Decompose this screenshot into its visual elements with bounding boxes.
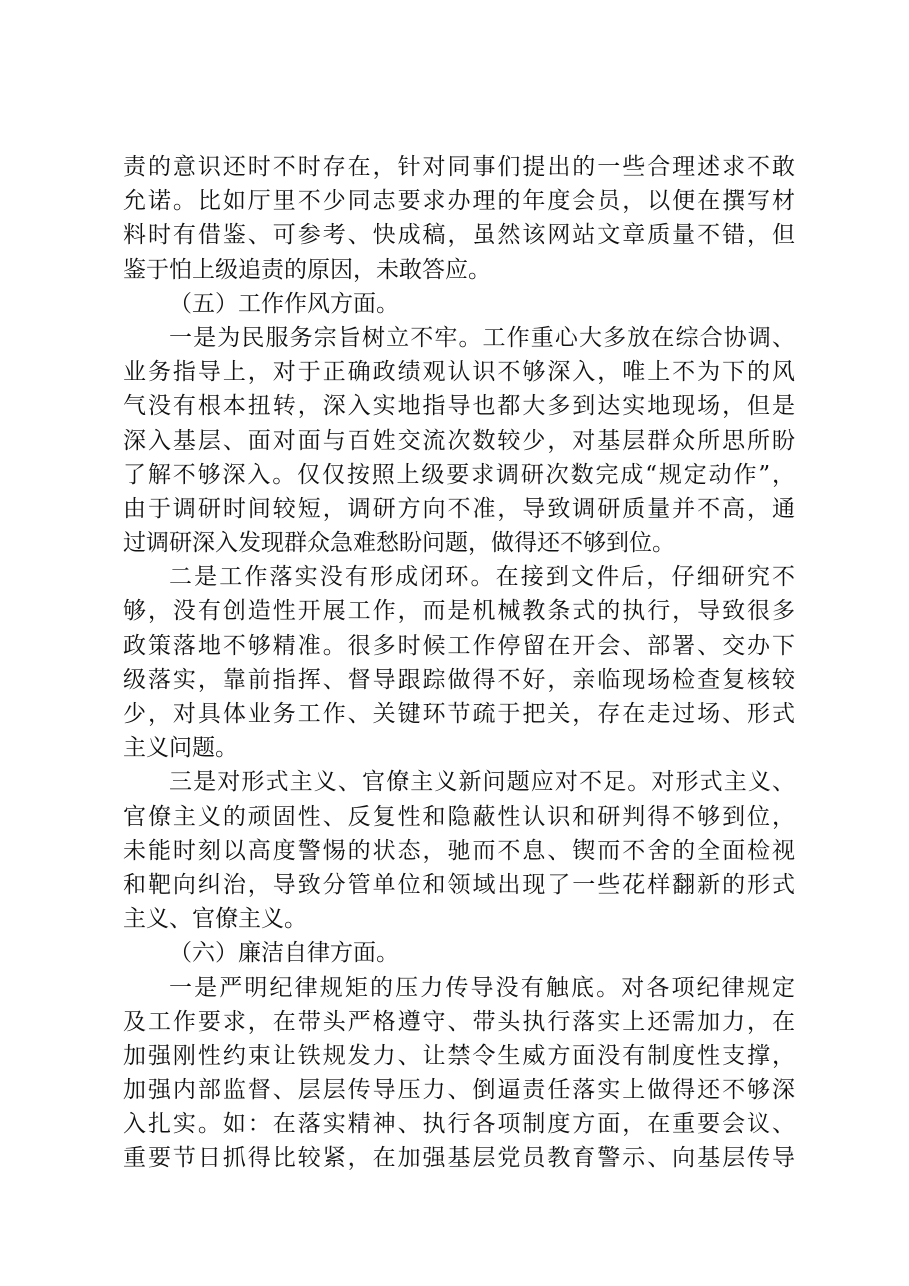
- text-line: 三是对形式主义、官僚主义新问题应对不足。对形式主义、: [169, 769, 795, 796]
- text-line: 官僚主义的顽固性、反复性和隐蔽性认识和研判得不够到位，: [123, 803, 795, 830]
- text-line: 业务指导上，对于正确政绩观认识不够深入，唯上不为下的风: [123, 359, 795, 386]
- text-line: 二是工作落实没有形成闭环。在接到文件后，仔细研究不: [169, 564, 795, 591]
- text-line: 入扎实。如：在落实精神、执行各项制度方面，在重要会议、: [123, 1111, 795, 1138]
- text-line: 了解不够深入。仅仅按照上级要求调研次数完成“规定动作”，: [123, 461, 795, 488]
- section-heading: [123, 936, 795, 970]
- text-line: 由于调研时间较短，调研方向不准，导致调研质量并不高，通: [123, 495, 795, 522]
- text-line: 气没有根本扭转，深入实地指导也都大多到达实地现场，但是: [123, 393, 795, 420]
- text-line: 料时有借鉴、可参考、快成稿，虽然该网站文章质量不错，但: [123, 222, 795, 249]
- paragraph: [123, 321, 795, 560]
- text-line: 和靶向纠治，导致分管单位和领域出现了一些花样翻新的形式: [123, 871, 795, 898]
- section-heading: [123, 287, 795, 321]
- paragraph: [123, 971, 795, 1176]
- text-line: 及工作要求，在带头严格遵守、带头执行落实上还需加力，在: [123, 1008, 795, 1035]
- text-line: 政策落地不够精准。很多时候工作停留在开会、部署、交办下: [123, 632, 795, 659]
- text-line: （五）工作作风方面。: [169, 290, 399, 317]
- text-line: 责的意识还时不时存在，针对同事们提出的一些合理述求不敢: [123, 154, 795, 180]
- text-line: 一是严明纪律规矩的压力传导没有触底。对各项纪律规定: [169, 974, 795, 1001]
- text-line: 加强内部监督、层层传导压力、倒逼责任落实上做得还不够深: [123, 1077, 795, 1104]
- text-line: 一是为民服务宗旨树立不牢。工作重心大多放在综合协调、: [169, 324, 795, 351]
- text-line: 未能时刻以高度警惕的状态，驰而不息、锲而不舍的全面检视: [123, 837, 795, 864]
- text-line: 加强刚性约束让铁规发力、让禁令生威方面没有制度性支撑，: [123, 1042, 795, 1069]
- text-line: 允诺。比如厅里不少同志要求办理的年度会员，以便在撰写材: [123, 188, 795, 215]
- paragraph: [123, 765, 795, 936]
- paragraph: [123, 150, 795, 287]
- text-line: 级落实，靠前指挥、督导跟踪做得不好，亲临现场检查复核较: [123, 666, 795, 693]
- document-body: [123, 150, 795, 1176]
- text-line: （六）廉洁自律方面。: [169, 940, 399, 967]
- text-line: 重要节日抓得比较紧，在加强基层党员教育警示、向基层传导: [123, 1145, 795, 1172]
- paragraph: [123, 560, 795, 765]
- text-line: 深入基层、面对面与百姓交流次数较少，对基层群众所思所盼: [123, 427, 795, 454]
- text-line: 够，没有创造性开展工作，而是机械教条式的执行，导致很多: [123, 598, 795, 625]
- text-line: 鉴于怕上级追责的原因，未敢答应。: [123, 256, 491, 283]
- text-line: 主义、官僚主义。: [123, 906, 307, 933]
- text-line: 主义问题。: [123, 735, 238, 762]
- text-line: 过调研深入发现群众急难愁盼问题，做得还不够到位。: [123, 530, 675, 557]
- text-line: 少，对具体业务工作、关键环节疏于把关，存在走过场、形式: [123, 701, 795, 727]
